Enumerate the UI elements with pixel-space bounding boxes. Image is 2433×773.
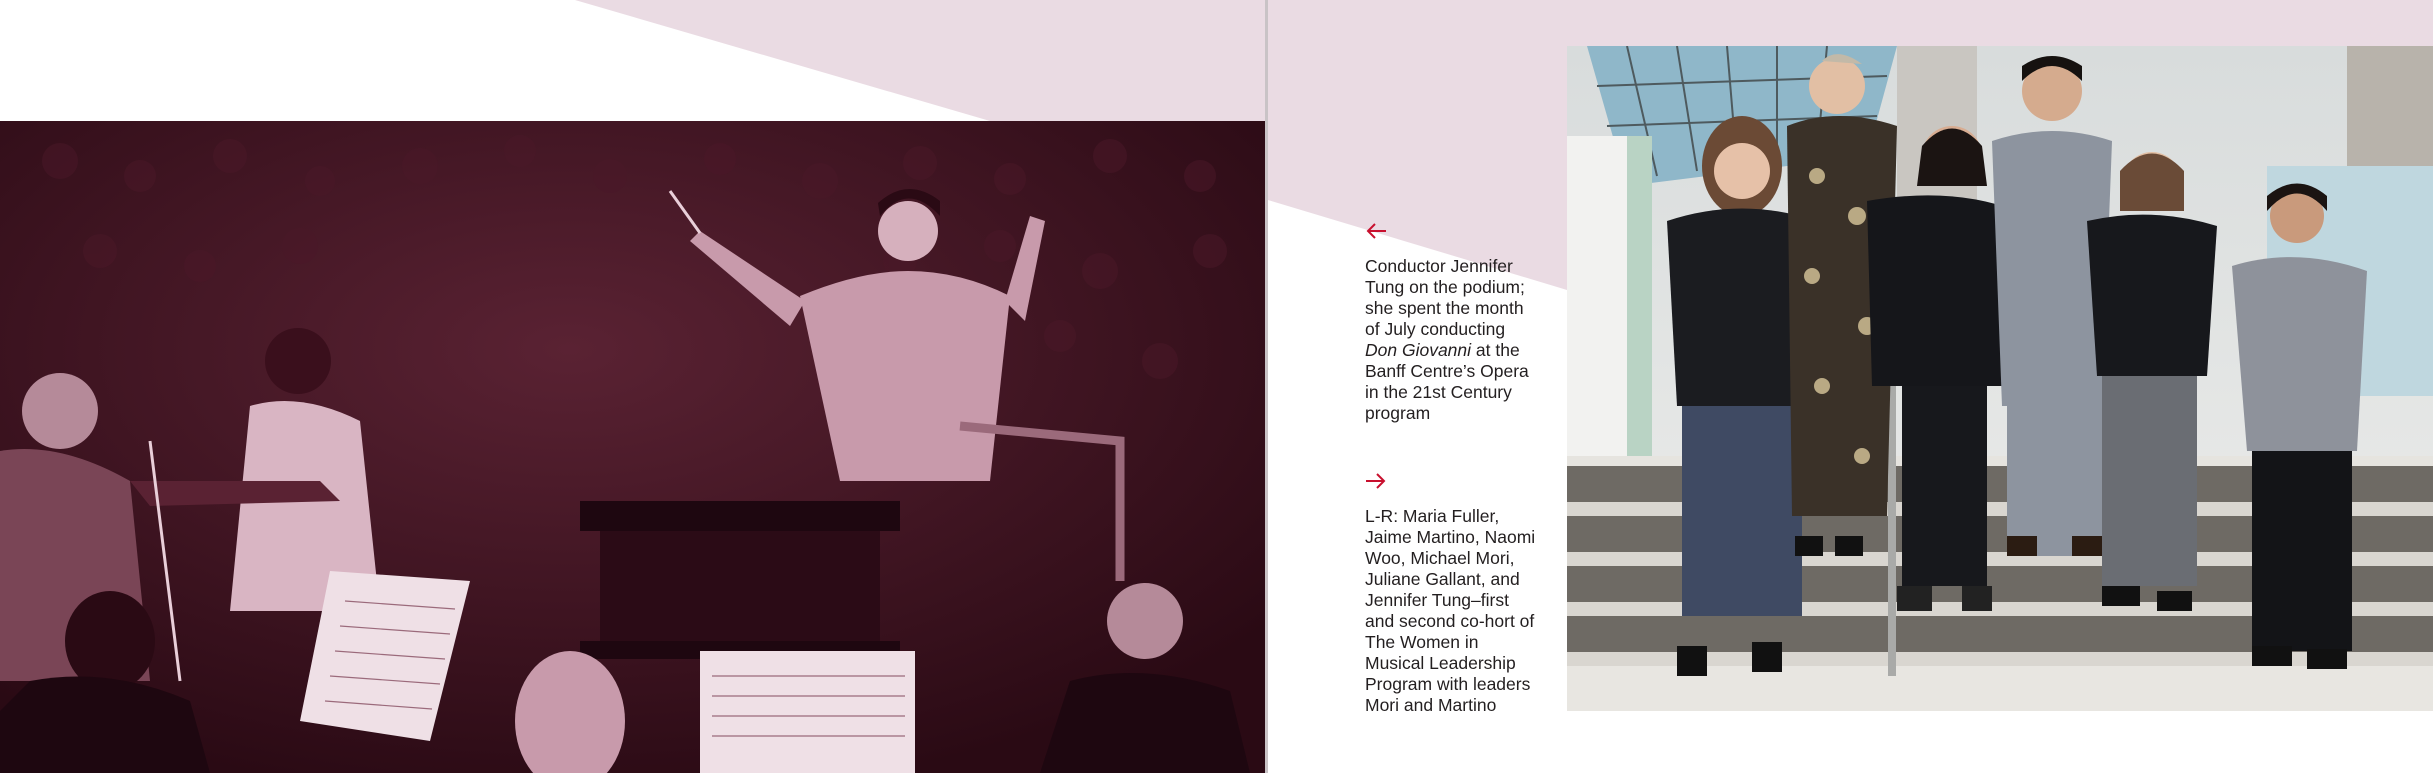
conductor-photo bbox=[0, 121, 1265, 773]
right-page bbox=[1268, 0, 2433, 773]
caption-1-italic: Don Giovanni bbox=[1365, 340, 1472, 360]
caption-group: L-R: Maria Fuller, Jaime Martino, Naomi Woo, Michael Mori, Juliane Gallant, and Jennifer Tung–first and second co-hort of The Women in Musical Leadership Program with leaders Mori and Martino bbox=[1365, 506, 1536, 715]
arrow-right-icon bbox=[1365, 472, 1387, 490]
pink-diagonal-shape bbox=[0, 0, 1265, 121]
group-photo bbox=[1567, 46, 2433, 711]
arrow-left-icon bbox=[1365, 222, 1387, 240]
caption-conductor bbox=[1365, 256, 1540, 424]
caption-1-text: Conductor Jennifer Tung on the podium; she spent the month of July conducting bbox=[1365, 256, 1525, 339]
caption-1-text-end: at the Banff Centre’s Opera in the 21st Century program bbox=[1365, 340, 1529, 423]
